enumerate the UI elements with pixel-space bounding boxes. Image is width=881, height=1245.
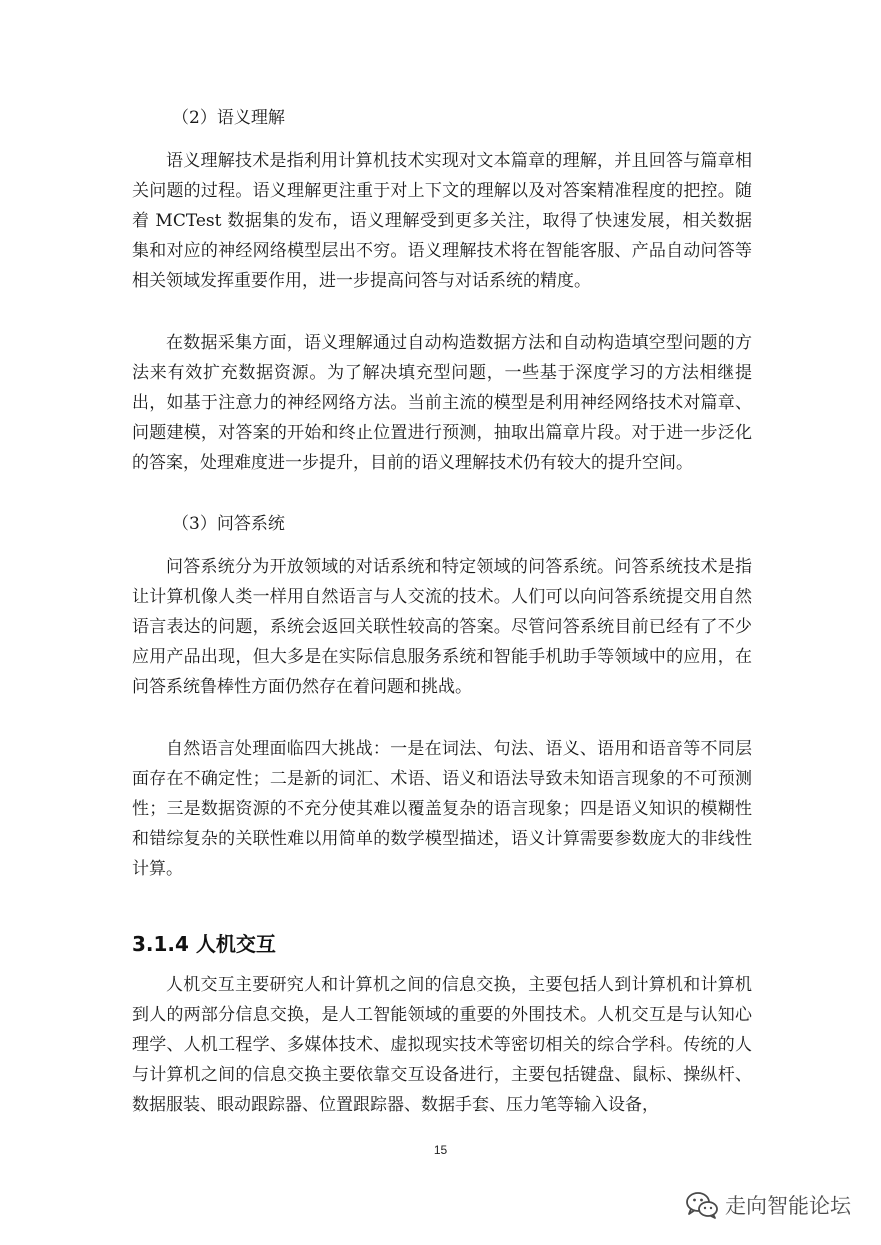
subsection-title-qa-system: （3）问答系统 — [172, 514, 285, 534]
paragraph-semantic-understanding: 语义理解技术是指利用计算机技术实现对文本篇章的理解，并且回答与篇章相关问题的过程。语义理解更注重于对上下文的理解以及对答案精准程度的把控。随着 MCTest 数据集的发布，语义理解受到更多关注，取得了快速发展，相关数据集和对应的神经网络模型层出不穷。语义理解技术将在智能客服、产品自动问答等相关领域发挥重要作用，进一步提高问答与对话系统的精度。 — [132, 151, 752, 291]
paragraph-data-collection: 在数据采集方面，语义理解通过自动构造数据方法和自动构造填空型问题的方法来有效扩充数据资源。为了解决填充型问题，一些基于深度学习的方法相继提出，如基于注意力的神经网络方法。当前主流的模型是利用神经网络技术对篇章、问题建模，对答案的开始和终止位置进行预测，抽取出篇章片段。对于进一步泛化的答案，处理难度进一步提升，目前的语义理解技术仍有较大的提升空间。 — [132, 333, 752, 473]
paragraph-hci: 人机交互主要研究人和计算机之间的信息交换，主要包括人到计算机和计算机到人的两部分信息交换，是人工智能领域的重要的外围技术。人机交互是与认知心理学、人机工程学、多媒体技术、虚拟现实技术等密切相关的综合学科。传统的人与计算机之间的信息交换主要依靠交互设备进行，主要包括键盘、鼠标、操纵杆、数据服装、眼动跟踪器、位置跟踪器、数据手套、压力笔等输入设备， — [132, 975, 752, 1115]
subsection-title-semantic-understanding: （2）语义理解 — [172, 108, 285, 128]
section-title: 3.1.4 人机交互 — [132, 932, 276, 956]
wechat-icon — [685, 1190, 719, 1220]
watermark — [685, 1190, 851, 1220]
watermark-text: 走向智能论坛 — [725, 1194, 851, 1218]
paragraph-qa-system: 问答系统分为开放领域的对话系统和特定领域的问答系统。问答系统技术是指让计算机像人类一样用自然语言与人交流的技术。人们可以向问答系统提交用自然语言表达的问题，系统会返回关联性较高的答案。尽管问答系统目前已经有了不少应用产品出现，但大多是在实际信息服务系统和智能手机助手等领域中的应用，在问答系统鲁棒性方面仍然存在着问题和挑战。 — [132, 557, 752, 697]
page-number: 15 — [433, 1143, 448, 1157]
paragraph-nlp-challenges: 自然语言处理面临四大挑战：一是在词法、句法、语义、语用和语音等不同层面存在不确定性；二是新的词汇、术语、语义和语法导致未知语言现象的不可预测性；三是数据资源的不充分使其难以覆盖复杂的语言现象；四是语义知识的模糊性和错综复杂的关联性难以用简单的数学模型描述，语义计算需要参数庞大的非线性计算。 — [132, 739, 752, 879]
